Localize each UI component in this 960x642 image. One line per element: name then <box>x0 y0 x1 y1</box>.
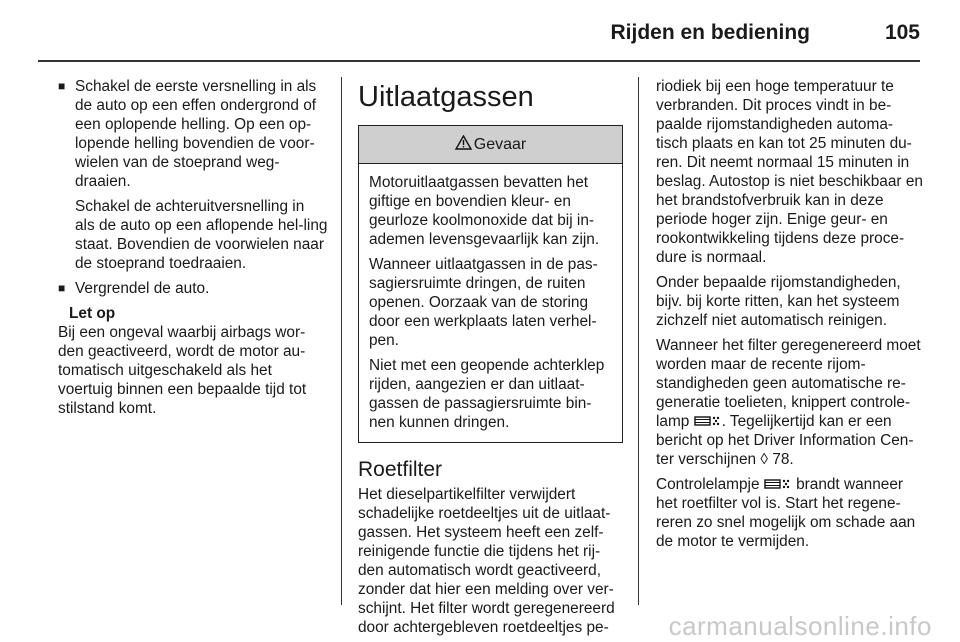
list-item-reverse-gear: Schakel de achteruitversnelling in als de auto op een aflopende hel-ling staat. Bovendien de voorwielen naar de stoeprand toedraaien. <box>75 198 328 272</box>
page-header <box>40 18 920 50</box>
paragraph-5-text-a: Controlelampje <box>656 476 764 493</box>
watermark: carmanualsonline.info <box>668 611 932 641</box>
diesel-particle-filter-icon <box>694 414 722 428</box>
paragraph-5-text-b: brandt wanneer het roetfilter vol is. Start het regene-reren zo snel mogelijk om schade aan de motor te vermijden. <box>656 476 916 550</box>
warning-triangle-icon <box>455 135 472 150</box>
note-title: Let op <box>69 305 116 322</box>
warning-box <box>358 125 623 443</box>
diesel-particle-filter-icon <box>764 477 792 491</box>
warning-title: Gevaar <box>473 136 527 153</box>
soot-filter-paragraph-1: Het dieselpartikelfilter verwijdert schadelijke roetdeeltjes uit de uitlaat-gassen. Het systeem heeft een zelf-reinigende functie die tijdens het rij-den automatisch wordt geactiveerd, zonder dat hier een melding over ver-schijnt. Het filter wordt geregenereerd door achtergebleven roetdeeltjes pe- <box>358 486 615 636</box>
page-number: 105 <box>884 21 920 44</box>
section-title-soot-filter: Roetfilter <box>358 458 443 481</box>
column-left <box>58 77 328 418</box>
warning-paragraph-1: Motoruitlaatgassen bevatten het giftige en bovendien kleur- en geurloze koolmonoxide dat bij in-ademen levensgevaarlijk kan zijn. <box>369 174 600 248</box>
header-title: Rijden en bediening <box>610 21 810 44</box>
warning-paragraph-3: Niet met een geopende achterklep rijden, aangezien er dan uitlaat-gassen de passagiersruimte bin-nen kunnen dringen. <box>369 357 605 431</box>
page-reference-number[interactable]: 78. <box>767 451 794 468</box>
warning-paragraph-2: Wanneer uitlaatgassen in de pas-sagiersruimte dringen, de ruiten openen. Oorzaak van de storing door een werkplaats laten verhel-pen. <box>369 256 598 349</box>
column-divider-2 <box>638 77 639 605</box>
warning-header <box>359 126 622 164</box>
column-divider-1 <box>341 77 342 605</box>
header-divider <box>38 60 920 62</box>
list-item-lock-car: ■ Vergrendel de auto. <box>58 279 328 298</box>
soot-filter-paragraph-3: Onder bepaalde rijomstandigheden, bijv. bij korte ritten, kan het systeem zichzelf niet automatisch reinigen. <box>656 274 901 329</box>
paragraph-4-text-a: Wanneer het filter geregenereerd moet worden maar de recente rijom-standigheden geen automatische re-generatie toelieten, knippert controle-lamp <box>656 337 921 430</box>
soot-filter-paragraph-5 <box>656 475 924 551</box>
column-middle <box>358 77 623 642</box>
column-right <box>656 77 924 557</box>
paragraph-4-text-b: . Tegelijkertijd kan er een bericht op het Driver Information Cen-ter verschijnen <box>656 413 914 468</box>
note-body: Bij een ongeval waarbij airbags wor-den geactiveerd, wordt de motor au-tomatisch uitgeschakeld als het voertuig binnen een bepaalde tijd tot stilstand komt. <box>58 324 307 417</box>
list-item-first-gear: ■ Schakel de eerste versnelling in als de auto op een effen ondergrond of een oplopende helling. Op een op-lopende helling bovendien de voor-wielen van de stoeprand weg-draaien. <box>58 77 328 191</box>
soot-filter-paragraph-2: riodiek bij een hoge temperatuur te verbranden. Dit proces vindt in be-paalde rijomstandigheden automa-tisch plaats en kan tot 25 minuten du-ren. Dit neemt normaal 15 minuten in beslag. Autostop is niet beschikbaar en het brandstofverbruik kan in deze periode hoger zijn. Enige geur- en rookontwikkeling tijdens deze proce-dure is normaal. <box>656 78 923 266</box>
soot-filter-paragraph-4 <box>656 336 924 469</box>
warning-body <box>359 164 622 442</box>
section-title-exhaust: Uitlaatgassen <box>358 81 534 113</box>
page-reference-icon[interactable]: ◊ <box>760 451 768 468</box>
